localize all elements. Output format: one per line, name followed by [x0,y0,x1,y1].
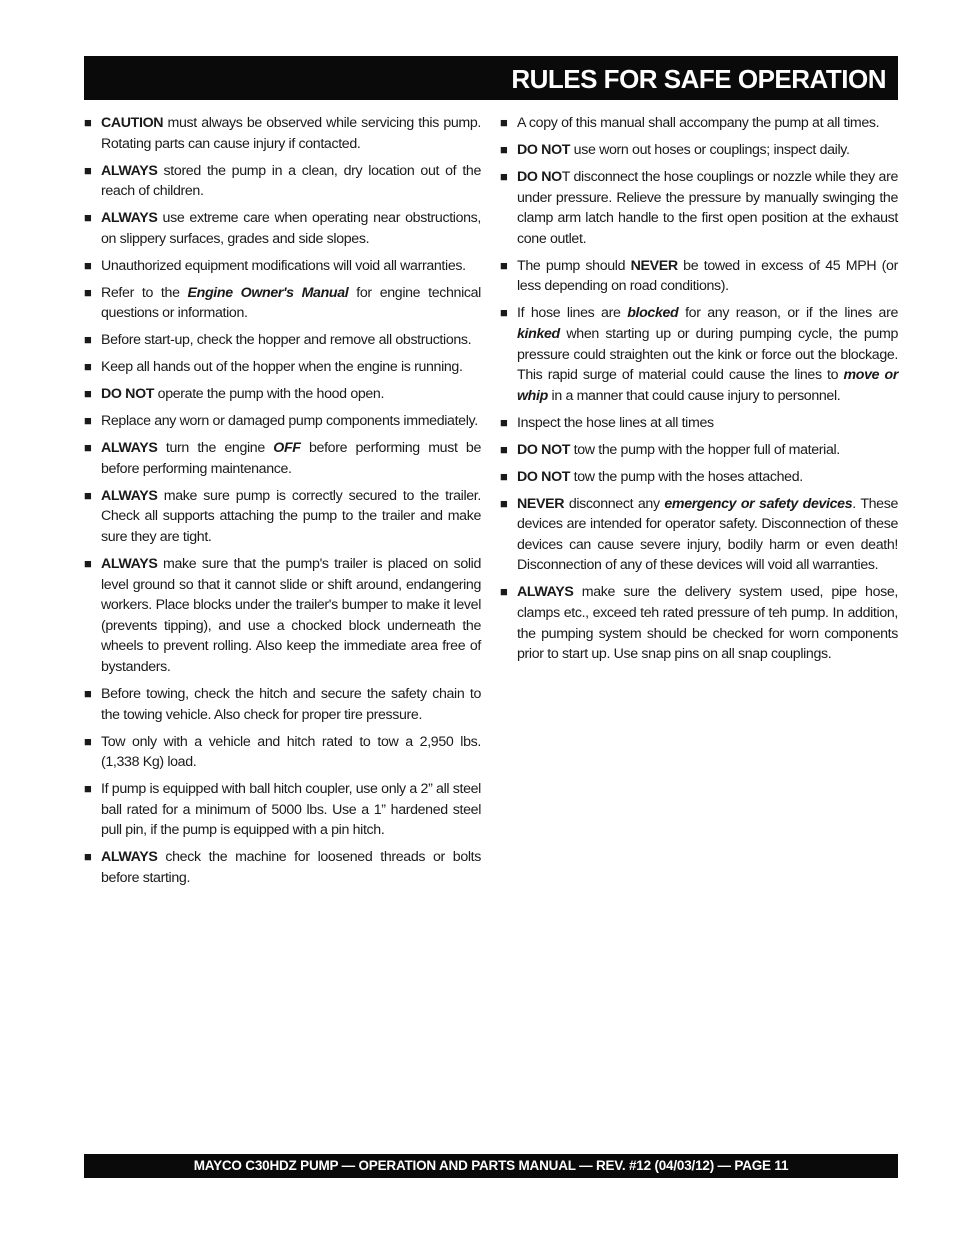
rule-text-run: The pump should [517,257,631,274]
rule-emphasis: move or whip [517,367,898,404]
rule-emphasis: ALWAYS [101,849,158,866]
square-bullet-icon: ■ [84,685,92,701]
square-bullet-icon: ■ [84,733,92,749]
square-bullet-icon: ■ [500,141,508,157]
rule-text [101,210,481,247]
rule-text-run: when starting up or during pumping cycle, the pump pressure could straighten out the kink or force out the blockage. This rapid surge of material could cause the lines to [517,325,898,384]
rule-text [517,115,879,131]
left-rule-item [84,779,481,841]
footer-bar [84,1154,898,1178]
rule-text-run: stored the pump in a clean, dry location out of the reach of children. [101,162,481,200]
right-rule-item [500,140,898,161]
rule-text-run: before performing must be before performing maintenance. [101,440,482,477]
rule-text [101,781,481,838]
square-bullet-icon: ■ [500,584,508,600]
rule-emphasis: ALWAYS [517,584,574,601]
square-bullet-icon: ■ [84,332,92,348]
square-bullet-icon: ■ [84,413,92,429]
left-rule-item [84,208,481,249]
square-bullet-icon: ■ [500,468,508,484]
rule-emphasis: blocked [627,305,679,322]
rule-text-run: make sure that the pump's trailer is placed on solid level ground so that it cannot slide or shift around, endangering workers. Place blocks under the trailer's bumper to make it level (prevents tipping), and use a chocked block underneath the wheels to prevent rolling. Also keep the immediate area free of bystanders. [101,555,481,675]
left-rule-item [84,384,481,405]
left-rule-item [84,113,481,154]
rule-emphasis: NEVER [517,495,565,512]
rule-text-run: Before towing, check the hitch and secure the safety chain to the towing vehicle. Also check for proper tire pressure. [101,685,481,723]
rule-text-run: use worn out hoses or couplings; inspect daily. [570,141,850,158]
right-rule-item [500,582,898,664]
rule-emphasis: Engine Owner's Manual [187,284,349,301]
square-bullet-icon: ■ [84,555,92,571]
header-bar [84,56,898,100]
rule-text-run: Keep all hands out of the hopper when the engine is running. [101,359,463,376]
rule-emphasis: emergency or safety devices [664,495,853,512]
square-bullet-icon: ■ [84,849,92,865]
rule-text-run: in a manner that could cause injury to personnel. [547,387,841,404]
rule-emphasis: ALWAYS [101,555,158,572]
rule-text [517,258,898,295]
rule-text [517,305,898,403]
rule-text [101,386,384,402]
rule-text [101,734,481,771]
rule-text-run: be towed in excess of 45 MPH (or less depending on road conditions). [517,257,898,295]
right-rule-item [500,303,898,406]
rule-text-run: check the machine for loosened threads or bolts before starting. [101,849,481,886]
rule-text-run: disconnect any [564,495,665,512]
rule-text-run: for any reason, or if the lines are [678,305,898,322]
rule-emphasis: OFF [273,440,301,457]
square-bullet-icon: ■ [500,115,508,130]
rule-text [101,258,466,274]
rule-text [517,584,898,662]
square-bullet-icon: ■ [500,257,508,273]
left-rule-item [84,161,481,202]
square-bullet-icon: ■ [500,305,508,321]
left-rule-item [84,330,481,351]
rule-emphasis: DO NOT [517,468,571,485]
rule-emphasis: DO NO [517,168,562,185]
square-bullet-icon: ■ [84,386,92,402]
right-rule-item [500,494,898,576]
rule-emphasis: CAUTION [101,115,164,131]
rule-emphasis: NEVER [630,257,678,274]
square-bullet-icon: ■ [500,441,508,457]
rule-emphasis: kinked [517,325,560,342]
rule-text-run: operate the pump with the hood open. [154,386,385,403]
rule-text-run: If pump is equipped with ball hitch coupler, use only a 2” all steel ball rated for a minimum of 5000 lbs. Use a 1” hardened steel pull pin, if the pump is equipped with a pin hitch. [101,781,481,839]
left-rule-item [84,438,481,479]
rule-text [101,556,481,675]
rule-text-run: Before start-up, check the hopper and remove all obstructions. [101,332,472,349]
square-bullet-icon: ■ [84,487,92,503]
right-rule-item [500,467,898,488]
right-rule-item [500,440,898,461]
rule-text [517,169,898,247]
rule-text [101,115,481,152]
rule-text-run: make sure the delivery system used, pipe hose, clamps etc., exceed teh rated pressure of teh pump. In addition, the pumping system should be checked for worn components prior to start up. Use snap pins on all snap couplings. [517,584,898,663]
rule-text-run: Replace any worn or damaged pump components immediately. [101,413,478,430]
page-title: RULES FOR SAFE OPERATION [511,64,886,94]
square-bullet-icon: ■ [84,210,92,226]
rule-text [101,488,481,545]
square-bullet-icon: ■ [84,440,92,456]
rule-text-run: . These devices are intended for operator safety. Disconnection of these devices can cause severe injury, bodily harm or even death! Disconnection of any of these devices will void all warranties. [517,495,898,574]
rule-emphasis: ALWAYS [101,487,158,504]
left-rule-item [84,411,481,432]
right-rule-item [500,167,898,249]
rule-text-run: Refer to the [101,284,188,301]
rule-emphasis: ALWAYS [101,210,158,227]
rule-text-run: A copy of this manual shall accompany the pump at all times. [517,115,880,131]
left-rule-item [84,554,481,678]
rule-emphasis: ALWAYS [101,162,158,179]
right-rule-item [500,256,898,297]
square-bullet-icon: ■ [84,284,92,300]
rule-text-run: Inspect the hose lines at all times [517,414,714,431]
rule-text-run: tow the pump with the hopper full of material. [570,441,840,458]
square-bullet-icon: ■ [84,115,92,130]
rule-emphasis: DO NOT [101,386,155,403]
rule-text [101,440,481,477]
rule-text-run: Tow only with a vehicle and hitch rated to tow a 2,950 lbs. (1,338 Kg) load. [101,733,481,771]
rule-text-run: make sure pump is correctly secured to the trailer. Check all supports attaching the pump to the trailer and make sure they are tight. [101,487,481,545]
rule-text-run: turn the engine [157,440,274,457]
right-column [500,113,898,671]
left-rule-item [84,732,481,773]
rule-text-run: for engine technical questions or information. [101,284,481,322]
square-bullet-icon: ■ [84,781,92,797]
square-bullet-icon: ■ [84,162,92,178]
left-rule-item [84,684,481,725]
rule-text-run: must always be observed while servicing this pump. Rotating parts can cause injury if contacted. [101,115,481,152]
rule-text [101,686,481,723]
rule-emphasis: DO NOT [517,441,571,458]
rule-emphasis: ALWAYS [101,440,158,457]
left-rule-item [84,847,481,888]
rule-text [101,359,463,375]
square-bullet-icon: ■ [84,359,92,375]
right-rule-item [500,413,898,434]
rule-text [517,142,850,158]
rule-text [517,442,840,458]
left-rule-item [84,486,481,548]
rule-text-run: Unauthorized equipment modifications will void all warranties. [101,257,466,274]
rule-text-run: tow the pump with the hoses attached. [570,468,803,485]
rule-text-run: If hose lines are [517,305,628,322]
left-rule-item [84,283,481,324]
rule-text [517,469,803,485]
rule-text [101,285,481,322]
rule-emphasis: DO NOT [517,141,571,158]
rule-text [517,496,898,574]
left-rule-item [84,256,481,277]
footer-text: MAYCO C30HDZ PUMP — OPERATION AND PARTS MANUAL — REV. #12 (04/03/12) — PAGE 11 [193,1158,789,1173]
rule-text-run: use extreme care when operating near obstructions, on slippery surfaces, grades and side slopes. [101,210,481,247]
left-column [84,113,481,895]
square-bullet-icon: ■ [84,257,92,273]
square-bullet-icon: ■ [500,168,508,184]
rule-text [101,849,481,886]
square-bullet-icon: ■ [500,495,508,511]
rule-text-run: T disconnect the hose couplings or nozzle while they are under pressure. Relieve the pressure by manually swinging the clamp arm latch handle to the first open position at the exhaust cone outlet. [517,168,898,247]
rule-text [101,413,478,429]
rule-text [101,163,481,200]
square-bullet-icon: ■ [500,414,508,430]
rule-text [101,332,471,348]
left-rule-item [84,357,481,378]
right-rule-item [500,113,898,134]
rule-text [517,415,714,431]
